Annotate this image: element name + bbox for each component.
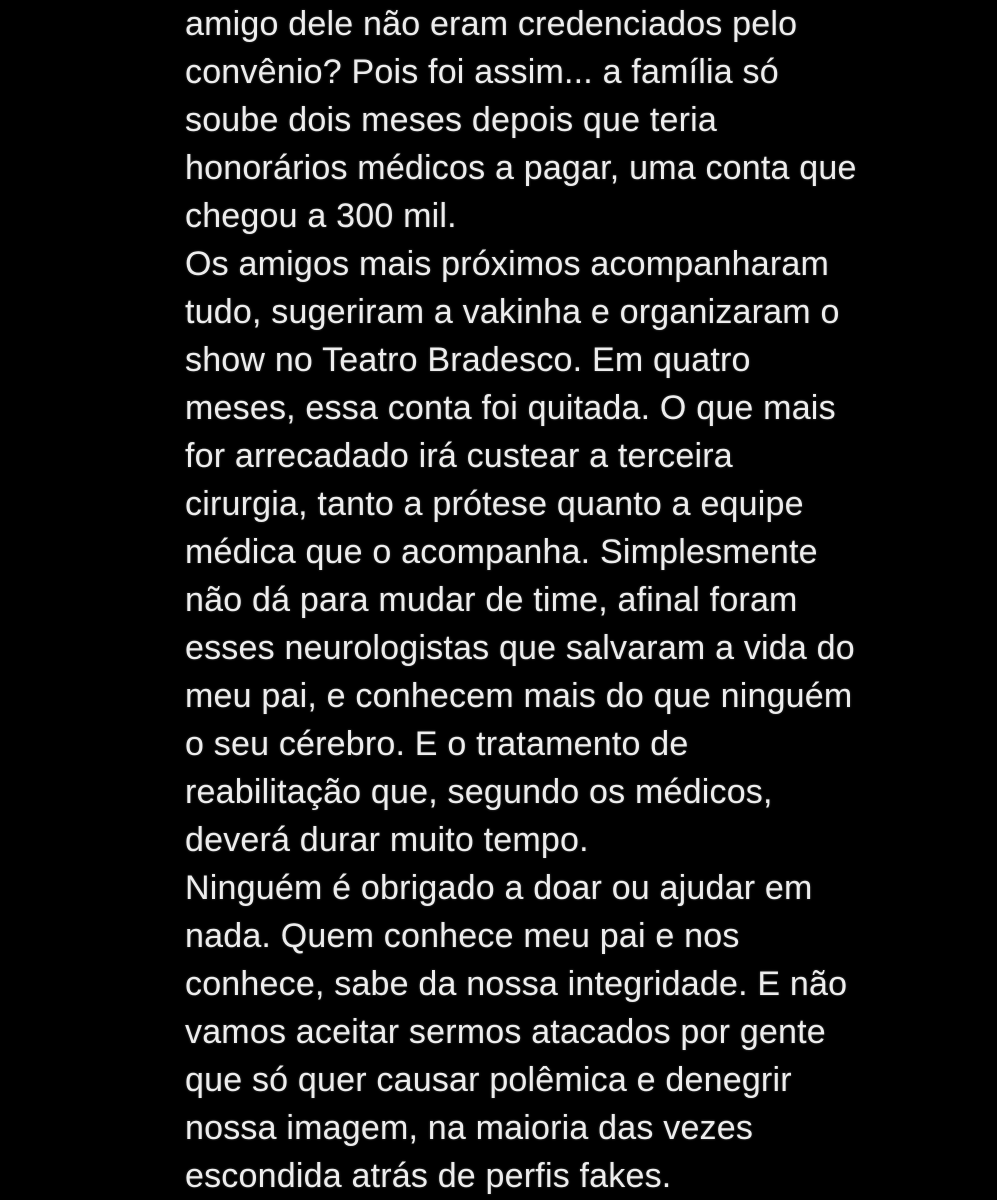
text-line: que só quer causar polêmica e denegrir — [185, 1061, 792, 1099]
text-line: o seu cérebro. E o tratamento de — [185, 725, 689, 763]
text-line: médica que o acompanha. Simplesmente — [185, 533, 818, 571]
text-line: soube dois meses depois que teria — [185, 101, 718, 139]
text-line: meses, essa conta foi quitada. O que mais — [185, 389, 836, 427]
text-line: não dá para mudar de time, afinal foram — [185, 581, 798, 619]
text-line: amigo dele não eram credenciados pelo — [185, 5, 798, 43]
text-line: nossa imagem, na maioria das vezes — [185, 1109, 754, 1147]
text-line: deverá durar muito tempo. — [185, 821, 589, 859]
text-line: show no Teatro Bradesco. Em quatro — [185, 341, 751, 379]
text-line: cirurgia, tanto a prótese quanto a equipe — [185, 485, 804, 523]
text-line: for arrecadado irá custear a terceira — [185, 437, 733, 475]
text-line: vamos aceitar sermos atacados por gente — [185, 1013, 826, 1051]
story-text-block — [185, 0, 997, 1200]
text-line: escondida atrás de perfis fakes. — [185, 1157, 672, 1195]
text-line: meu pai, e conhecem mais do que ninguém — [185, 677, 853, 715]
text-line: conhece, sabe da nossa integridade. E não — [185, 965, 848, 1003]
text-line: esses neurologistas que salvaram a vida do — [185, 629, 855, 667]
text-line: nada. Quem conhece meu pai e nos — [185, 917, 740, 955]
text-line: Ninguém é obrigado a doar ou ajudar em — [185, 869, 813, 907]
text-line: Os amigos mais próximos acompanharam — [185, 245, 829, 283]
text-line: tudo, sugeriram a vakinha e organizaram o — [185, 293, 840, 331]
text-line: reabilitação que, segundo os médicos, — [185, 773, 773, 811]
text-line: convênio? Pois foi assim... a família só — [185, 53, 779, 91]
text-line: chegou a 300 mil. — [185, 197, 457, 235]
text-line: honorários médicos a pagar, uma conta que — [185, 149, 857, 187]
